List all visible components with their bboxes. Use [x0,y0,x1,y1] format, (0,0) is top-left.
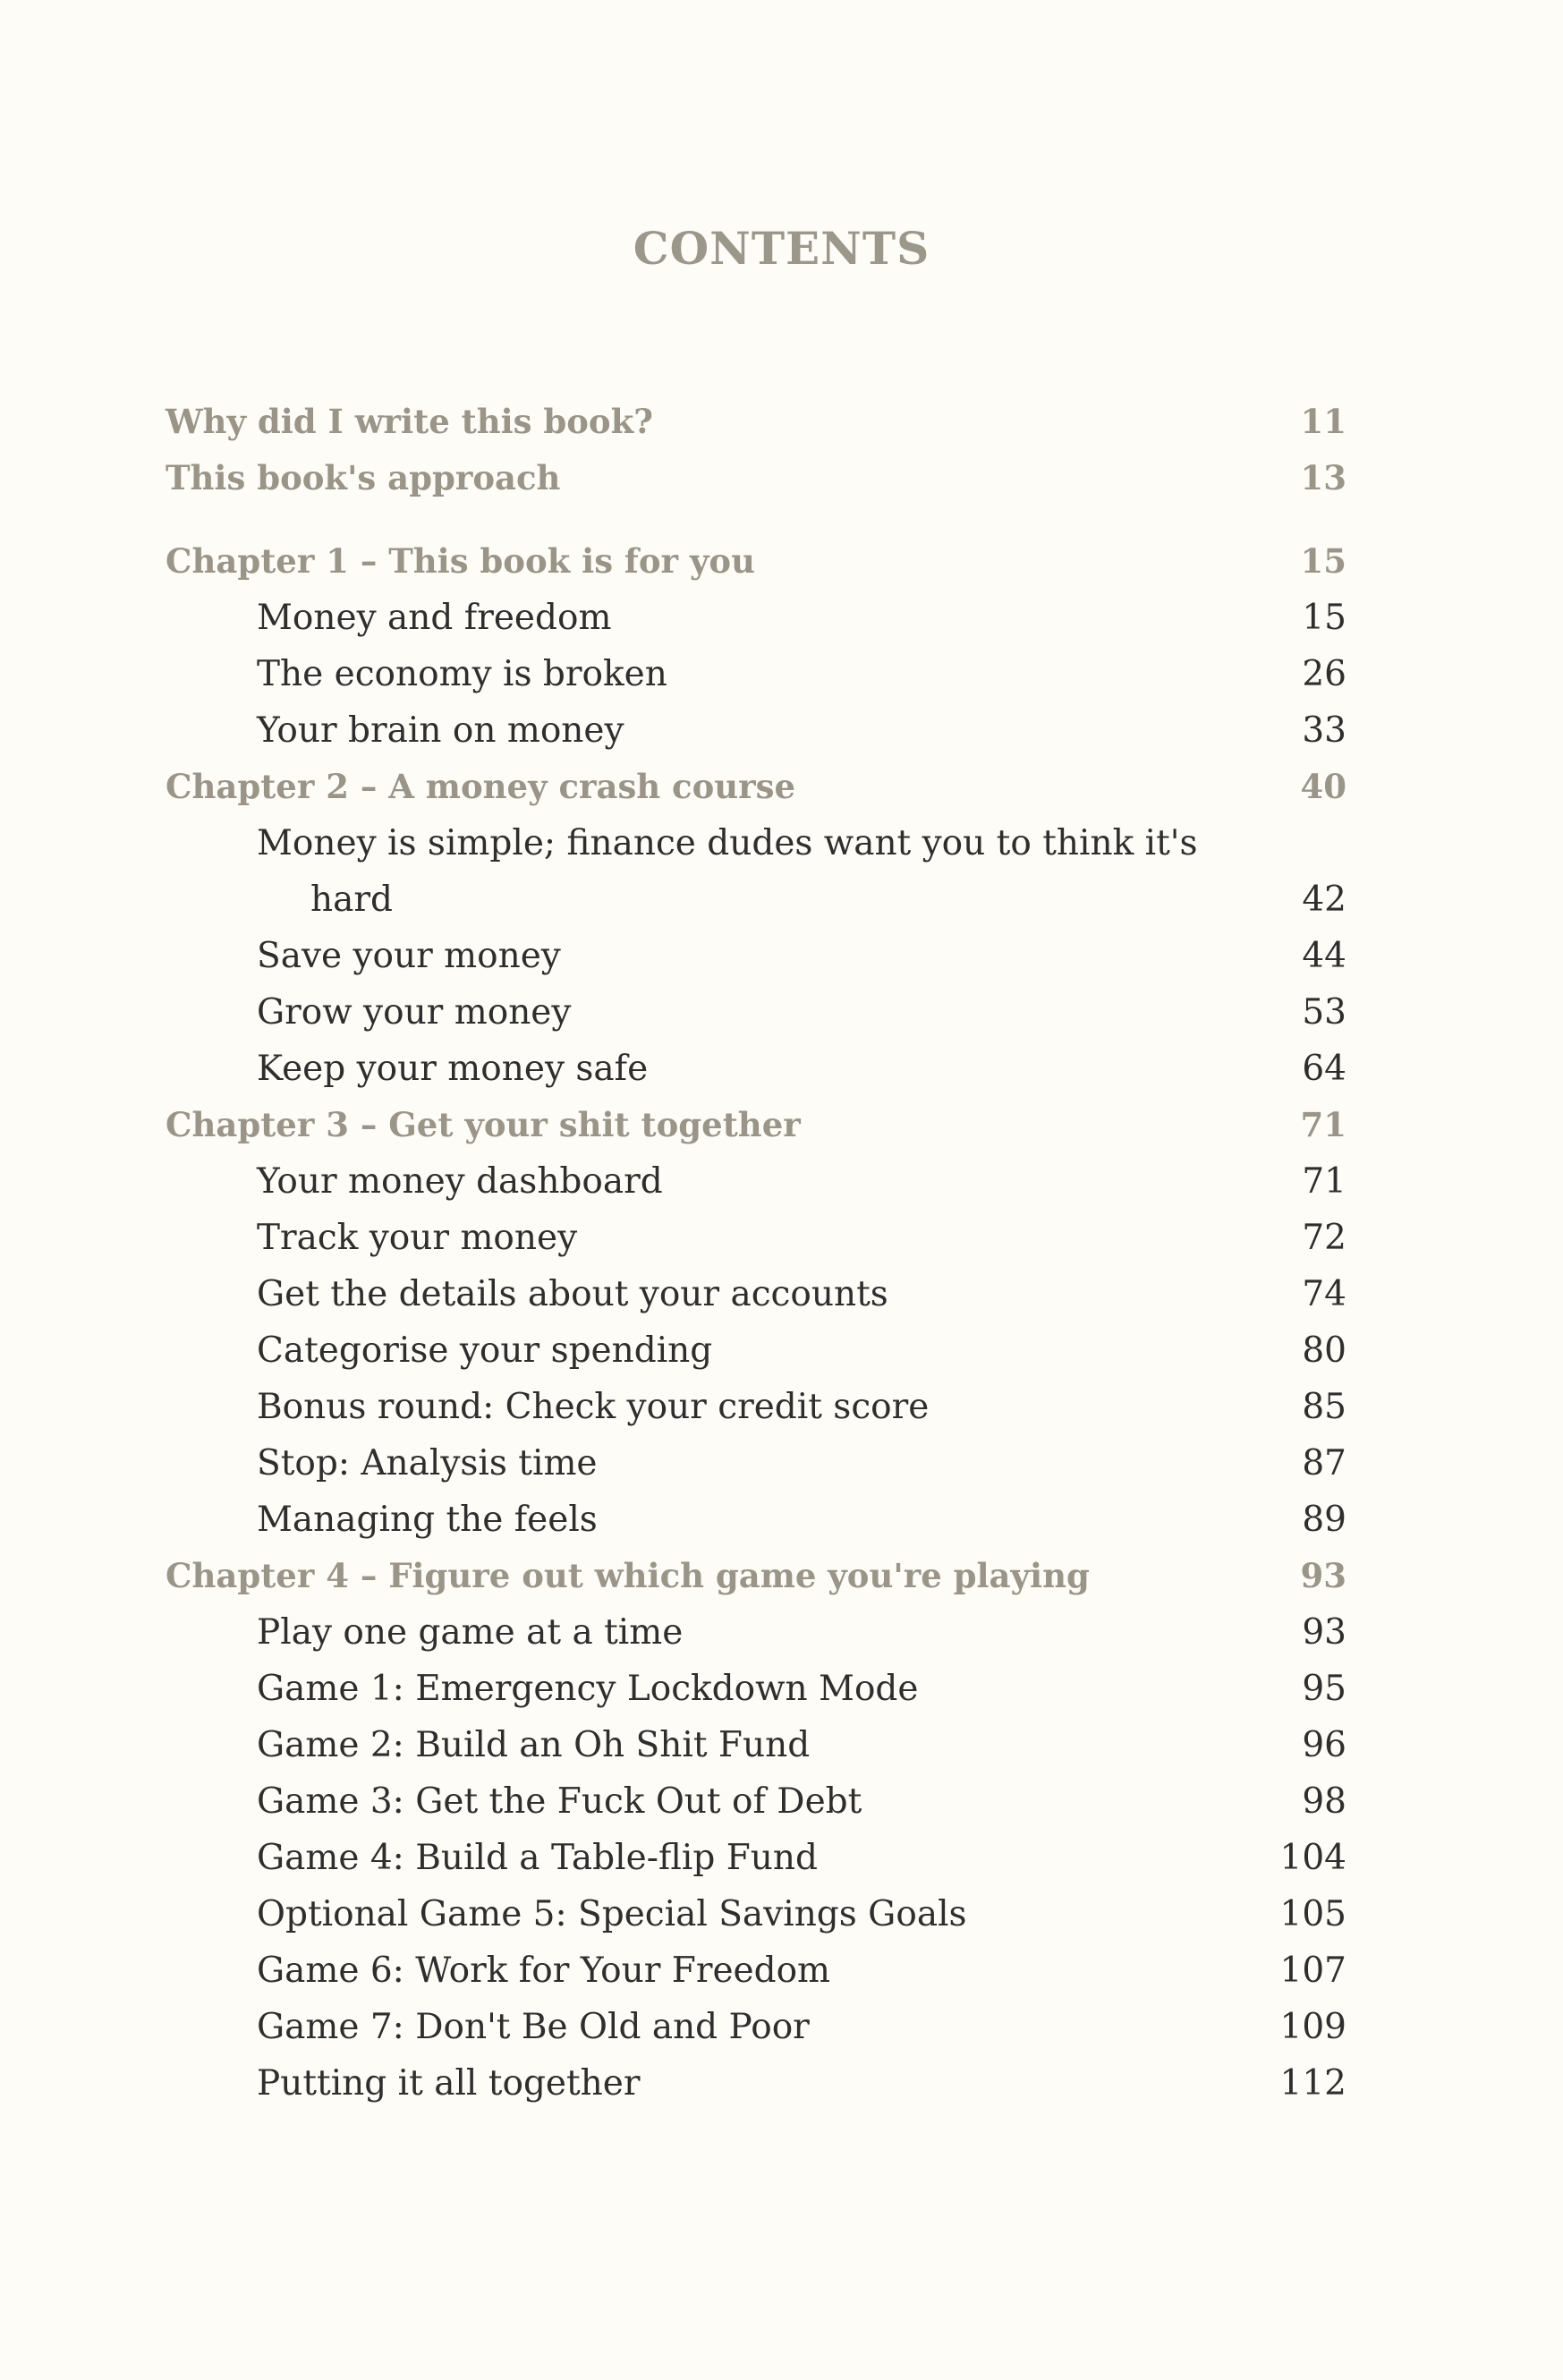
entry-title: The economy is broken [257,654,667,694]
entry-title: Your money dashboard [257,1161,663,1202]
toc-section-entry [166,984,1346,1041]
entry-title: Play one game at a time [257,1612,684,1653]
page-title: CONTENTS [633,222,930,275]
entry-page-number: 13 [1300,458,1346,497]
entry-title: Chapter 3 – Get your shit together [166,1105,801,1144]
entry-title: Your brain on money [257,710,624,751]
entry-title: Putting it all together [257,2063,641,2104]
entry-page-number: 42 [1302,880,1346,920]
toc-section-entry [166,646,1346,702]
entry-title: Money and freedom [257,598,612,638]
entry-title: Why did I write this book? [166,402,653,441]
toc-section-entry [166,1661,1346,1717]
entry-page-number: 40 [1300,767,1346,806]
entry-page-number: 53 [1302,992,1346,1033]
entry-title: Managing the feels [257,1500,598,1540]
toc-section-entry [166,702,1346,759]
toc-section-entry [166,1773,1346,1830]
entry-title: Game 4: Build a Table-flip Fund [257,1838,818,1878]
entry-page-number: 71 [1300,1105,1346,1144]
entry-title: Save your money [257,936,561,976]
toc-section-entry [166,1886,1346,1942]
entry-title: Game 6: Work for Your Freedom [257,1951,831,1991]
entry-page-number: 104 [1279,1838,1346,1878]
entry-page-number: 107 [1279,1951,1346,1991]
entry-page-number: 72 [1302,1218,1346,1258]
entry-title: Grow your money [257,992,572,1033]
toc-section-entry [166,1717,1346,1773]
toc-section-entry [166,1041,1346,1097]
entry-page-number: 15 [1300,541,1346,581]
toc-section-entry [166,871,1346,928]
toc-section-entry [166,1942,1346,1999]
entry-title: Categorise your spending [257,1330,713,1371]
entry-page-number: 105 [1279,1894,1346,1934]
toc-heading-entry [166,394,1346,450]
entry-title: Game 3: Get the Fuck Out of Debt [257,1781,862,1822]
entry-title: This book's approach [166,458,561,497]
entry-page-number: 26 [1302,654,1346,694]
toc-section-entry [166,1266,1346,1322]
entry-title: Optional Game 5: Special Savings Goals [257,1894,967,1934]
entry-page-number: 80 [1302,1330,1346,1371]
entry-page-number: 64 [1302,1049,1346,1089]
entry-page-number: 33 [1302,710,1346,751]
toc-section-entry [166,590,1346,646]
toc-section-entry [166,1999,1346,2055]
toc-section-entry [166,2055,1346,2112]
entry-page-number: 11 [1300,402,1346,441]
toc-heading-entry [166,533,1346,590]
toc-section-entry [166,928,1346,984]
entry-page-number: 95 [1302,1669,1346,1709]
entry-page-number: 96 [1302,1725,1346,1765]
toc-heading-entry [166,1097,1346,1153]
toc-section-entry [166,1830,1346,1886]
table-of-contents [166,394,1346,2112]
entry-page-number: 89 [1302,1500,1346,1540]
entry-page-number: 87 [1302,1443,1346,1483]
toc-section-entry [166,815,1346,871]
entry-title: Money is simple; finance dudes want you to think it's [257,823,1198,863]
entry-page-number: 85 [1302,1387,1346,1427]
entry-title: Chapter 1 – This book is for you [166,541,755,581]
toc-section-entry [166,1435,1346,1492]
entry-page-number: 93 [1302,1612,1346,1653]
toc-section-entry [166,1322,1346,1379]
entry-title: Chapter 2 – A money crash course [166,767,796,806]
entry-page-number: 112 [1279,2063,1346,2104]
toc-section-entry [166,1379,1346,1435]
entry-page-number: 71 [1302,1161,1346,1202]
entry-page-number: 109 [1279,2007,1346,2047]
toc-section-entry [166,1210,1346,1266]
entry-title: Stop: Analysis time [257,1443,598,1483]
entry-title: Game 2: Build an Oh Shit Fund [257,1725,811,1765]
toc-section-entry [166,1492,1346,1548]
toc-section-entry [166,1604,1346,1661]
toc-section-entry [166,1153,1346,1210]
entry-title: Game 1: Emergency Lockdown Mode [257,1669,919,1709]
toc-heading-entry [166,759,1346,815]
entry-title: Game 7: Don't Be Old and Poor [257,2007,810,2047]
entry-title: Get the details about your accounts [257,1274,888,1314]
entry-title: Chapter 4 – Figure out which game you're playing [166,1556,1090,1595]
entry-page-number: 93 [1300,1556,1346,1595]
entry-title: Track your money [257,1218,578,1258]
entry-page-number: 74 [1302,1274,1346,1314]
entry-page-number: 98 [1302,1781,1346,1822]
entry-page-number: 15 [1302,598,1346,638]
entry-title: Bonus round: Check your credit score [257,1387,930,1427]
entry-title: Keep your money safe [257,1049,649,1089]
toc-heading-entry [166,450,1346,506]
entry-page-number: 44 [1302,936,1346,976]
entry-title: hard [310,880,393,920]
toc-heading-entry [166,1548,1346,1604]
